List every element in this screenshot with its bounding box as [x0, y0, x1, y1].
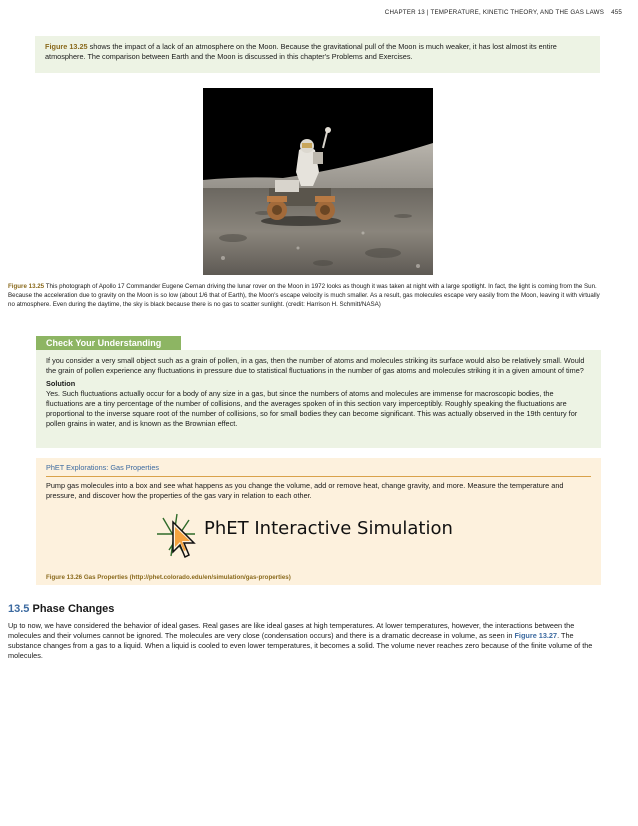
phet-logo-text: PhET Interactive Simulation — [204, 518, 453, 539]
figure-13-26-text[interactable]: Gas Properties (http://phet.colorado.edu/en/simulation/gas-properties) — [82, 574, 291, 581]
phet-simulation-link[interactable] — [149, 508, 479, 563]
figure-label: Figure 13.25 — [8, 283, 45, 290]
section-number: 13.5 — [8, 603, 30, 615]
phet-description: Pump gas molecules into a box and see what happens as you change the volume, add or remove heat, change gravity, and more. Measure the temperature and pressure, and discover how the properties of the gas vary in relation to each other. — [46, 481, 564, 500]
figure-13-26-caption — [46, 573, 291, 583]
cyu-question: If you consider a very small object such as a grain of pollen, in a gas, then the number of atoms and molecules striking its surface would also be relatively small. Would the grain of pollen experience any fluctuations in pressure due to statistical fluctuations in the number of gas atoms and molecules striking it in a given amount of time? — [46, 356, 585, 375]
section-body-part2: . The substance changes from a gas to a liquid. When a liquid is cooled to even lower temperatures, it becomes a solid. The volume never reaches zero because of the finite volume of the molecules. — [8, 631, 593, 660]
solution-text: Yes. Such fluctuations actually occur for a body of any size in a gas, but since the numbers of atoms and molecules are immense for macroscopic bodies, the fluctuations are a tiny percentage of the number of collisions, and the averages spoken of in this section vary imperceptibly. Roughly speaking the fluctuations are proportional to the inverse square root of the number of collisions, so for small bodies they can become significant. This was actually observed in the 19th century for pollen grains in water, and is known as the Brownian effect. — [46, 389, 578, 428]
intro-note — [35, 36, 600, 73]
section-heading — [8, 603, 114, 615]
solution-heading: Solution — [46, 379, 76, 388]
section-body-part1: Up to now, we have considered the behavior of ideal gases. Real gases are like ideal gases at high temperatures. At lower temperatures, however, the interactions between the molecules and their volumes cannot be ignored. The molecules are very close (condensation occurs) and there is a dramatic decrease in volume, as seen in — [8, 621, 575, 640]
figure-13-25-caption — [8, 282, 603, 309]
caption-text: This photograph of Apollo 17 Commander Eugene Cernan driving the lunar rover on the Moon in 1972 looks as though it was taken at night with a large spotlight. In fact, the light is coming from the Sun. Because the acceleration due to gravity on the Moon is so low (about 1/6 that of Earth), the Moon's escape velocity is much smaller. As a result, gas molecules escape very easily from the Moon, leaving it with virtually no atmosphere. Even during the daytime, the sky is black because there is no gas to scatter sunlight. (credit: Harrison H. Schmitt/NASA) — [8, 283, 600, 308]
phet-exploration-box — [36, 458, 601, 585]
running-header — [385, 9, 622, 16]
section-body — [8, 621, 608, 661]
page-number: 455 — [611, 9, 622, 16]
phet-cursor-icon — [149, 508, 205, 563]
figure-13-27-link[interactable]: Figure 13.27 — [514, 631, 558, 640]
check-understanding-tab: Check Your Understanding — [36, 336, 181, 350]
section-title: Phase Changes — [29, 603, 115, 615]
chapter-title: CHAPTER 13 | TEMPERATURE, KINETIC THEORY, AND THE GAS LAWS — [384, 9, 605, 16]
lunar-rover-image — [203, 88, 433, 275]
figure-13-25-link[interactable]: Figure 13.25 — [45, 42, 88, 51]
apollo-17-lunar-rover-photo — [203, 88, 433, 275]
phet-title: PhET Explorations: Gas Properties — [46, 463, 591, 477]
figure-13-26-label: Figure 13.26 — [46, 574, 83, 581]
intro-note-text: shows the impact of a lack of an atmosphere on the Moon. Because the gravitational pull of the Moon is much weaker, it has lost almost its entire atmosphere. The comparison between Earth and the Moon is discussed in this chapter's Problems and Exercises. — [45, 42, 557, 61]
check-understanding-box — [36, 350, 601, 448]
